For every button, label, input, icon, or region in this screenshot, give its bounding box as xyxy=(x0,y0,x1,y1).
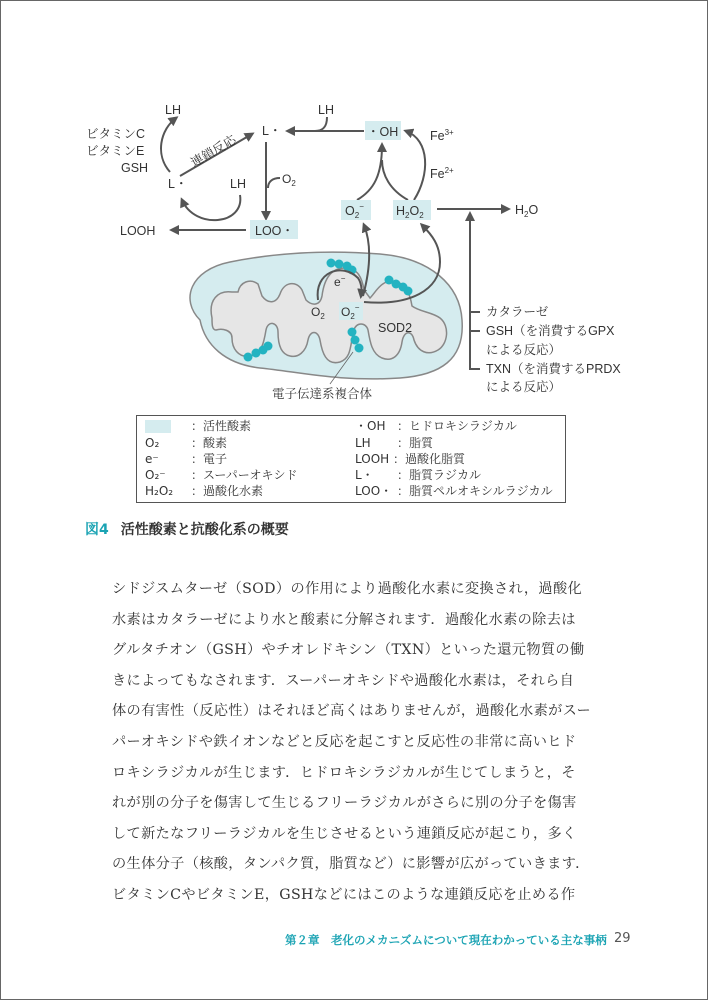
legend-symbol: L・ xyxy=(355,468,374,482)
legend-desc: ：電子 xyxy=(191,452,228,466)
body-paragraph xyxy=(112,574,612,911)
l-radical-top: L・ xyxy=(262,124,282,138)
body-line: グルタチオン（GSH）やチオレドキシン（TXN）といった還元物質の働 xyxy=(112,642,585,659)
looh: LOOH xyxy=(120,224,156,238)
figure-title: 活性酸素と抗酸化系の概要 xyxy=(120,522,289,538)
legend-desc: ：過酸化脂質 xyxy=(393,452,466,466)
lh-top: LH xyxy=(318,103,334,117)
arrow-superoxide-to-oh xyxy=(357,145,382,200)
legend-symbol: O₂⁻ xyxy=(145,468,166,482)
antioxidant-gsh: GSH xyxy=(121,161,149,175)
fe2-label: $Fe^{2+}$ xyxy=(430,166,454,181)
scavenger-txn-2: による反応） xyxy=(486,380,562,394)
o2-join-line xyxy=(268,178,280,188)
superoxide: $O_2^-$ xyxy=(345,202,364,220)
legend-desc: ：活性酸素 xyxy=(191,419,252,433)
chain-reaction-label: 連鎖反応 xyxy=(188,132,239,170)
body-line: の生体分子（核酸，タンパク質，脂質など）に影響が広がっていきます． xyxy=(112,856,590,873)
scavenger-gsh-2: による反応） xyxy=(486,343,562,357)
legend-desc: ：酸素 xyxy=(191,436,228,450)
arrow-h2o2-fe-to-oh xyxy=(406,131,425,200)
body-line: シドジスムターゼ（SOD）の作用により過酸化水素に変換され，過酸化 xyxy=(112,581,583,597)
body-line: ロキシラジカルが生じます．ヒドロキシラジカルが生じてしまうと，そ xyxy=(112,764,576,781)
figure-caption xyxy=(85,519,289,539)
etc-label: 電子伝達系複合体 xyxy=(272,387,373,401)
legend-symbol: LOO・ xyxy=(355,484,393,498)
legend-desc: ：ヒドロキシラジカル xyxy=(397,419,517,433)
antioxidant-vitc: ビタミンC xyxy=(86,127,146,141)
sod2-label: SOD2 xyxy=(378,321,413,335)
o2-label: $O_2$ xyxy=(282,172,296,188)
body-line: パーオキシドや鉄イオンなどと反応を起こすと反応性の非常に高いヒド xyxy=(112,733,577,750)
figure-number: 図4 xyxy=(85,522,109,538)
body-line: ビタミンCやビタミンE，GSHなどにはこのような連鎖反応を止める作 xyxy=(112,886,576,903)
body-line: 水素はカタラーゼにより水と酸素に分解されます．過酸化水素の除去は xyxy=(112,611,576,628)
mito-superoxide-label: $O_2^-$ xyxy=(341,303,360,321)
body-line: して新たなフリーラジカルを生じさせるという連鎖反応が起こり，多く xyxy=(112,825,577,842)
antioxidant-vite: ビタミンE xyxy=(86,144,145,158)
oh-radical: ・OH xyxy=(367,125,399,139)
electron-label: e− xyxy=(334,274,346,289)
legend-symbol: LH xyxy=(355,436,371,450)
legend-desc: ：脂質ペルオキシルラジカル xyxy=(397,484,553,498)
page-number: 29 xyxy=(614,931,631,946)
legend-symbol: ・OH xyxy=(355,419,386,433)
l-radical-left: L・ xyxy=(168,177,188,191)
legend-symbol: LOOH xyxy=(355,452,390,466)
arrow-loo-to-l xyxy=(182,195,240,220)
scavenger-txn: TXN（を消費するPRDX xyxy=(486,362,621,376)
fe3-label: $Fe^{3+}$ xyxy=(430,128,454,143)
legend-symbol: O₂ xyxy=(145,436,160,450)
ros-swatch xyxy=(145,420,171,433)
loo-radical: LOO・ xyxy=(255,224,294,238)
body-line: れが別の分子を傷害して生じるフリーラジカルがさらに別の分子を傷害 xyxy=(112,795,577,812)
mitochondrion xyxy=(190,252,462,384)
body-line: 体の有害性（反応性）はそれほど高くはありませんが，過酸化水素がスー xyxy=(112,703,592,720)
lh-mid: LH xyxy=(230,177,246,191)
legend-symbol: H₂O₂ xyxy=(145,484,174,498)
arrow-l-to-lh xyxy=(161,118,176,172)
figure-legend xyxy=(136,415,566,503)
scavenger-catalase: カタラーゼ xyxy=(486,305,549,319)
running-footer: 第２章 老化のメカニズムについて現在わかっている主な事柄 xyxy=(285,933,607,947)
lh-top-left: LH xyxy=(165,103,181,117)
legend-symbol: e⁻ xyxy=(145,452,159,466)
arrow-h2o2-to-oh xyxy=(382,160,408,200)
h2o: $H_2O$ xyxy=(515,203,539,219)
mito-o2-label: $O_2$ xyxy=(311,305,325,321)
scavenger-gsh: GSH（を消費するGPX xyxy=(486,324,615,338)
body-line: きによってもなされます．スーパーオキシドや過酸化水素は，それら自 xyxy=(112,672,575,689)
legend-row xyxy=(145,418,252,434)
h2o2: $H_2O_2$ xyxy=(396,204,424,220)
lh-join-line xyxy=(315,117,327,131)
legend-desc: ：過酸化水素 xyxy=(191,484,264,498)
legend-desc: ：脂質 xyxy=(397,436,434,450)
legend-desc: ：スーパーオキシド xyxy=(191,468,298,482)
legend-desc: ：脂質ラジカル xyxy=(397,468,482,482)
